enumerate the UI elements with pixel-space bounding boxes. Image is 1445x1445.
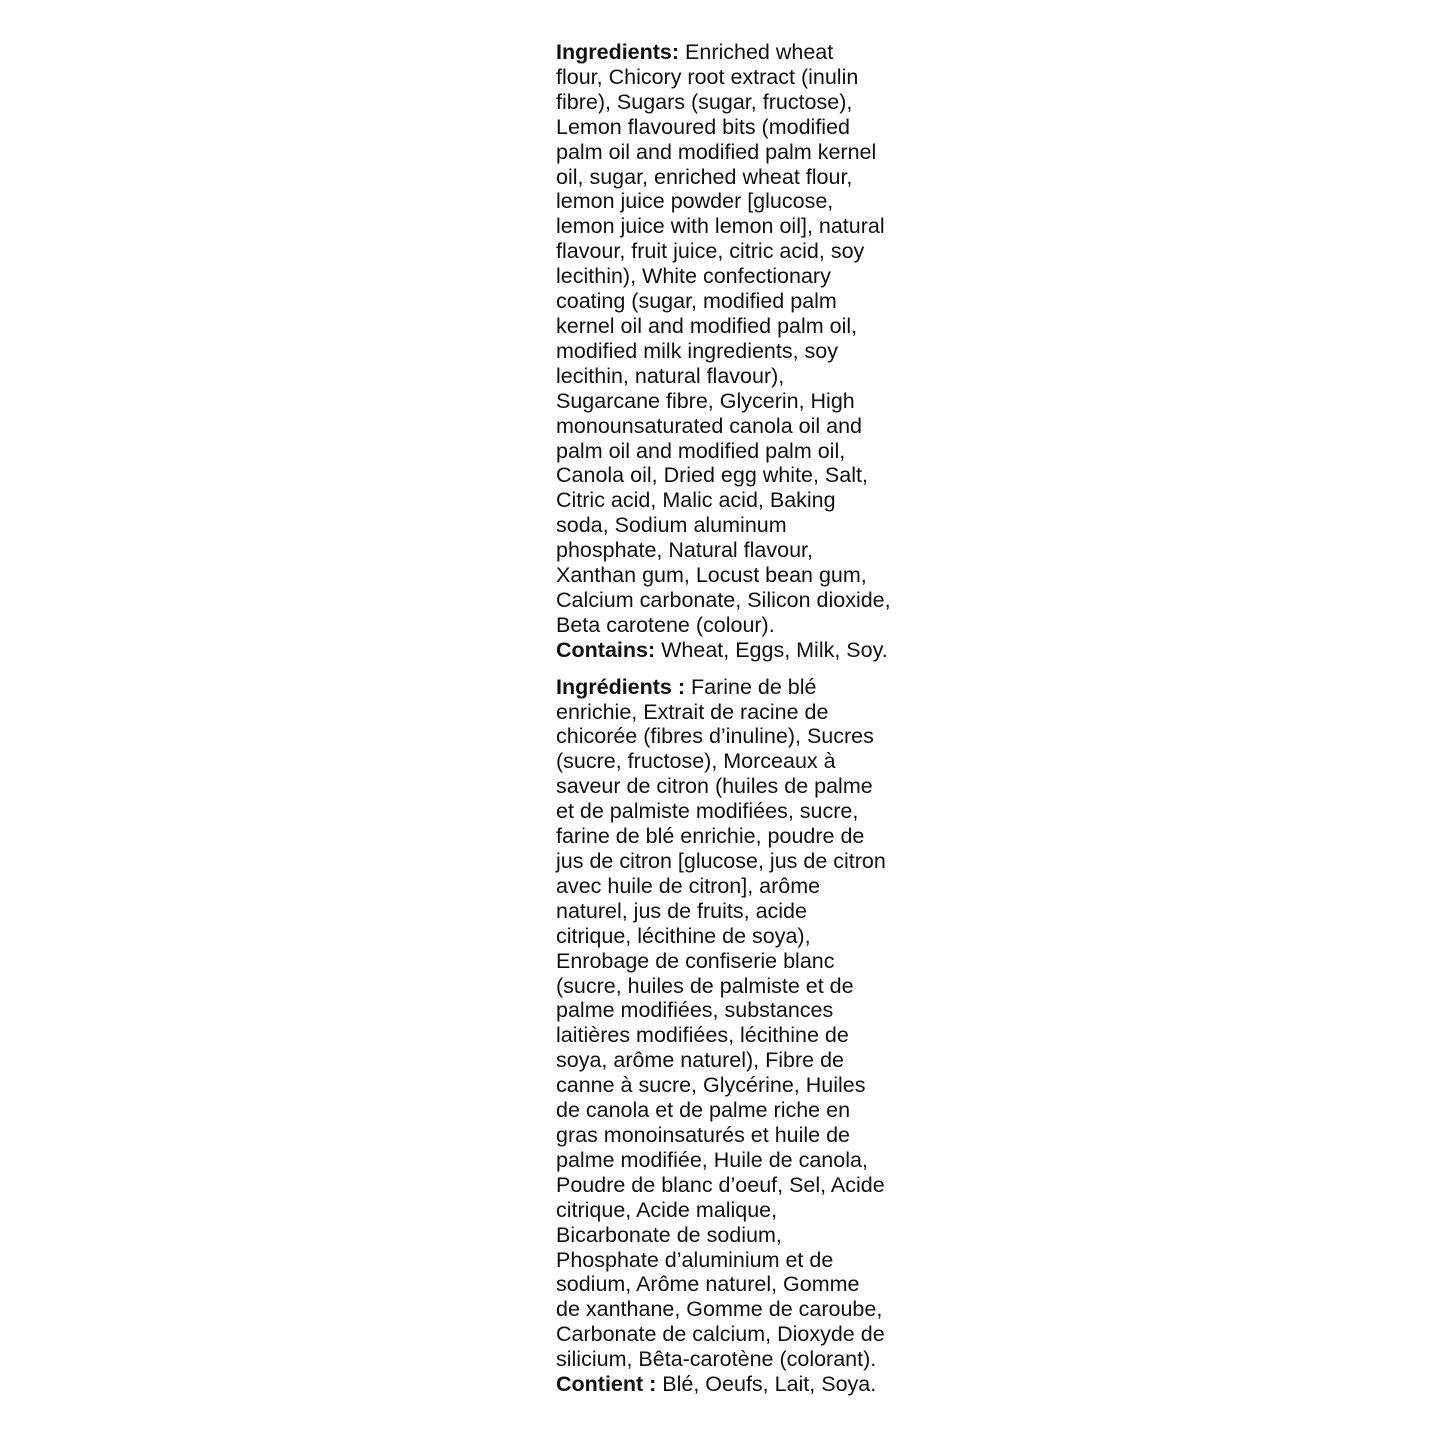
french-ingredients-line: jus de citron [glucose, jus de citron [556, 849, 886, 873]
french-ingredients-line: canne à sucre, Glycérine, Huiles [556, 1073, 866, 1098]
english-ingredients-line: flour, Chicory root extract (inulin [556, 64, 859, 89]
english-ingredients-line: Lemon flavoured bits (modified [556, 114, 850, 139]
french-contains-text: Blé, Oeufs, Lait, Soya. [656, 1372, 877, 1397]
french-ingredients-line: Enrobage de confiserie blanc [556, 948, 835, 973]
french-ingredients-line: chicorée (fibres d’inuline), Sucres [556, 724, 874, 749]
english-ingredients-line: Sugarcane fibre, Glycerin, High [556, 388, 855, 413]
french-ingredients-line: de canola et de palme riche en [556, 1098, 851, 1123]
english-ingredients-line: modified milk ingredients, soy [556, 338, 839, 363]
english-contains-line [556, 638, 901, 663]
ingredients-label [556, 40, 901, 1397]
english-ingredients-line: Canola oil, Dried egg white, Salt, [556, 463, 868, 488]
english-ingredients-line: soda, Sodium aluminum [556, 513, 787, 538]
french-ingredients-heading: Ingrédients : [556, 674, 686, 699]
french-ingredients-line: farine de blé enrichie, poudre de [556, 824, 865, 849]
french-ingredients-text: Farine de blé [685, 674, 817, 699]
english-ingredients-line: lecithin), White confectionary [556, 264, 831, 289]
english-ingredients-line: Calcium carbonate, Silicon dioxide, [556, 587, 891, 612]
english-contains-text: Wheat, Eggs, Milk, Soy. [655, 637, 888, 662]
english-ingredients-line: phosphate, Natural flavour, [556, 538, 813, 563]
french-ingredients-line: silicium, Bêta-carotène (colorant). [556, 1347, 877, 1372]
french-ingredients-line: Phosphate d’aluminium et de [556, 1247, 834, 1272]
english-ingredients-line: oil, sugar, enriched wheat flour, [556, 164, 853, 189]
french-ingredients-line: laitières modifiées, lécithine de [556, 1023, 849, 1048]
english-ingredients-heading: Ingredients: [556, 40, 680, 64]
french-ingredients-line: palme modifiée, Huile de canola, [556, 1147, 868, 1172]
french-ingredients-line: Carbonate de calcium, Dioxyde de [556, 1322, 885, 1347]
french-ingredients-line: saveur de citron (huiles de palme [556, 774, 873, 799]
french-ingredients-line: sodium, Arôme naturel, Gomme [556, 1272, 860, 1297]
french-ingredients-line: gras monoinsaturés et huile de [556, 1122, 851, 1147]
french-ingredients-line: (sucre, huiles de palmiste et de [556, 973, 854, 998]
english-ingredients-line: coating (sugar, modified palm [556, 289, 837, 314]
french-ingredients-line: (sucre, fructose), Morceaux à [556, 749, 836, 774]
french-ingredients-line: et de palmiste modifiées, sucre, [556, 799, 859, 824]
english-ingredients-line: palm oil and modified palm kernel [556, 139, 877, 164]
english-ingredients-line: fibre), Sugars (sugar, fructose), [556, 89, 853, 114]
english-ingredients-line [556, 40, 901, 65]
french-ingredients-line: naturel, jus de fruits, acide [556, 898, 807, 923]
english-ingredients-line: lecithin, natural flavour), [556, 363, 785, 388]
english-ingredients-line: lemon juice with lemon oil], natural [556, 214, 885, 239]
english-ingredients-section [556, 40, 901, 663]
french-contains-line [556, 1372, 901, 1397]
english-ingredients-text: Enriched wheat [679, 40, 834, 64]
french-ingredients-line: enrichie, Extrait de racine de [556, 699, 829, 724]
french-contains-heading: Contient : [556, 1372, 657, 1397]
english-ingredients-line: kernel oil and modified palm oil, [556, 313, 858, 338]
french-ingredients-line [556, 675, 901, 700]
french-ingredients-line: soya, arôme naturel), Fibre de [556, 1048, 844, 1073]
french-ingredients-line: palme modifiées, substances [556, 998, 834, 1023]
english-ingredients-line: flavour, fruit juice, citric acid, soy [556, 239, 865, 264]
english-ingredients-line: lemon juice powder [glucose, [556, 189, 834, 214]
section-spacer [556, 663, 901, 675]
english-ingredients-line: Citric acid, Malic acid, Baking [556, 488, 836, 513]
french-ingredients-line: Bicarbonate de sodium, [556, 1222, 782, 1247]
english-ingredients-line: monounsaturated canola oil and [556, 413, 862, 438]
french-ingredients-line: de xanthane, Gomme de caroube, [556, 1297, 883, 1322]
english-ingredients-line: palm oil and modified palm oil, [556, 438, 846, 463]
english-ingredients-line: Xanthan gum, Locust bean gum, [556, 563, 867, 588]
french-ingredients-line: citrique, lécithine de soya), [556, 923, 811, 948]
french-ingredients-line: avec huile de citron], arôme [556, 873, 821, 898]
french-ingredients-line: Poudre de blanc d’oeuf, Sel, Acide [556, 1172, 885, 1197]
english-ingredients-line: Beta carotene (colour). [556, 612, 775, 637]
english-contains-heading: Contains: [556, 637, 656, 662]
french-ingredients-section [556, 675, 901, 1397]
french-ingredients-line: citrique, Acide malique, [556, 1197, 778, 1222]
